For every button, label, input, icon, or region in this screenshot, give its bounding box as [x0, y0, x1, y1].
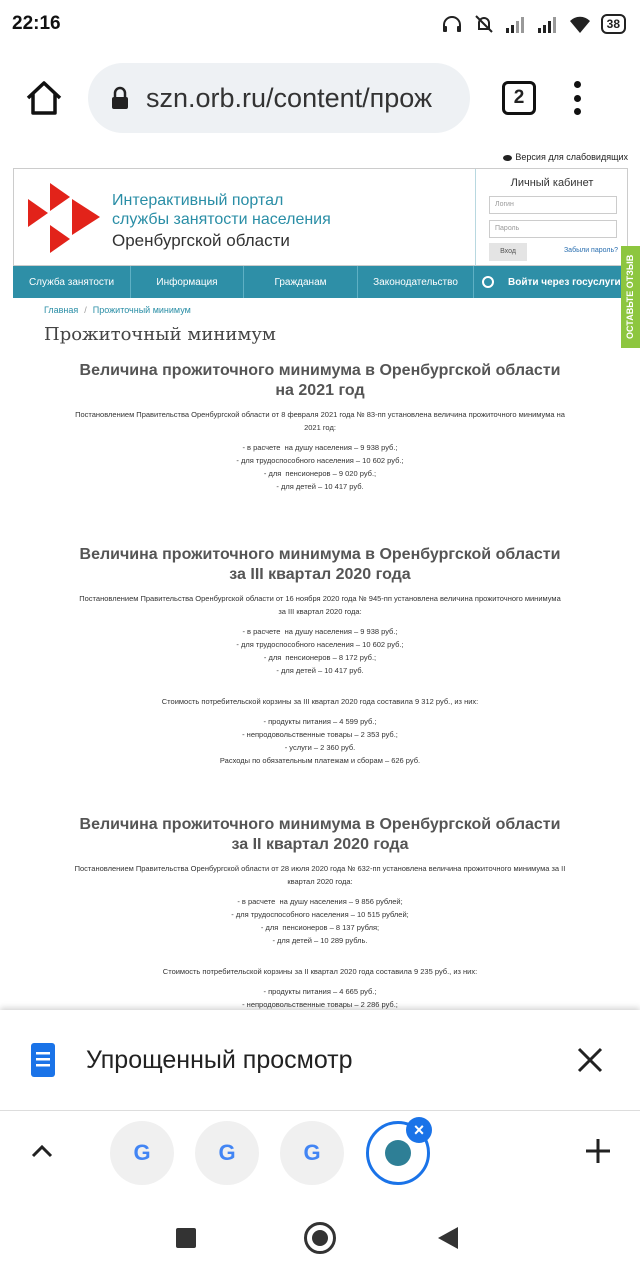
nav-gosuslugi-login[interactable]: [474, 266, 628, 298]
list-item: - для трудоспособного населения – 10 515 рублей;: [231, 910, 409, 919]
status-time: 22:16: [12, 13, 61, 34]
list-item: - в расчете на душу населения – 9 856 рублей;: [237, 897, 403, 906]
signal-icon-2: [537, 15, 559, 33]
cabinet-title: Личный кабинет: [510, 177, 594, 189]
wifi-icon: [569, 15, 591, 33]
breadcrumb-separator: /: [84, 305, 87, 315]
portal-title-line2: службы занятости населения: [112, 211, 331, 228]
section-title: [10, 361, 630, 401]
list-item: - услуги – 2 360 руб.: [284, 743, 356, 752]
minimum-values-list: [10, 625, 630, 677]
section-title-line1: Величина прожиточного минимума в Оренбургской области: [79, 362, 561, 379]
gosuslugi-icon: [482, 276, 494, 288]
section-title: [10, 815, 630, 855]
portal-region: Оренбургской области: [112, 231, 290, 250]
portal-logo[interactable]: [22, 177, 104, 259]
section-description: [10, 862, 630, 888]
list-item: - для детей – 10 289 рубль.: [272, 936, 368, 945]
document-icon: [30, 1042, 56, 1078]
url-text: szn.orb.ru/content/прож: [146, 82, 433, 113]
list-item: - в расчете на душу населения – 9 938 руб.;: [242, 627, 398, 636]
desc-line1: Постановлением Правительства Оренбургской области от 8 февраля 2021 года № 83-пп установлена величина прожиточного минимума на: [75, 410, 565, 419]
tab-google-3[interactable]: [280, 1121, 344, 1185]
portal-title[interactable]: [112, 191, 331, 229]
home-icon[interactable]: [22, 76, 66, 120]
tab-google-2[interactable]: [195, 1121, 259, 1185]
nav-legislation[interactable]: Законодательство: [358, 266, 474, 298]
portal-title-line1: Интерактивный портал: [112, 192, 284, 209]
google-icon: G: [218, 1140, 236, 1165]
section-q2-2020: [10, 815, 630, 1024]
password-field[interactable]: Пароль: [489, 220, 617, 238]
site-header: [13, 168, 628, 266]
basket-intro: Стоимость потребительской корзины за III квартал 2020 года составила 9 312 руб., из них:: [161, 697, 479, 706]
list-item: - для детей – 10 417 руб.: [276, 482, 364, 491]
page-title: Прожиточный минимум: [44, 324, 276, 345]
new-tab-icon[interactable]: [584, 1137, 612, 1165]
browser-toolbar: [0, 48, 640, 148]
status-icons: [441, 14, 626, 34]
back-icon[interactable]: [438, 1227, 458, 1249]
minimum-values-list: [10, 441, 630, 493]
feedback-tab[interactable]: ОСТАВЬТЕ ОТЗЫВ: [621, 246, 640, 348]
list-item: - продукты питания – 4 665 руб.;: [263, 987, 377, 996]
web-content: [0, 148, 640, 1010]
section-title-line2: за II квартал 2020 года: [231, 836, 409, 853]
desc-line2: 2021 год:: [304, 423, 336, 432]
list-item: - продукты питания – 4 599 руб.;: [263, 717, 377, 726]
desc-line2: за III квартал 2020 года:: [278, 607, 362, 616]
system-navigation-bar: [0, 1194, 640, 1280]
section-title-line1: Величина прожиточного минимума в Оренбургской области: [79, 546, 561, 563]
login-button[interactable]: Вход: [489, 243, 527, 261]
list-item: - для пенсионеров – 8 172 руб.;: [263, 653, 377, 662]
home-nav-icon[interactable]: [304, 1222, 336, 1254]
nav-employment-service[interactable]: Служба занятости: [13, 266, 131, 298]
battery-indicator: 38: [601, 14, 626, 34]
section-description: [10, 408, 630, 434]
list-item: - для пенсионеров – 8 137 рубля;: [260, 923, 380, 932]
section-title-line2: на 2021 год: [275, 382, 365, 399]
list-item: - непродовольственные товары – 2 353 руб.;: [242, 730, 398, 739]
nav-information[interactable]: Информация: [131, 266, 244, 298]
basket-intro: Стоимость потребительской корзины за II квартал 2020 года составила 9 235 руб., из них:: [162, 967, 478, 976]
more-menu-icon[interactable]: [572, 81, 582, 115]
tab-google-1[interactable]: [110, 1121, 174, 1185]
close-icon[interactable]: [576, 1046, 604, 1074]
list-item: - для трудоспособного населения – 10 602 руб.;: [236, 456, 404, 465]
section-title-line1: Величина прожиточного минимума в Оренбургской области: [79, 816, 561, 833]
list-item: - непродовольственные товары – 2 286 руб.;: [242, 1000, 398, 1009]
close-tab-icon[interactable]: ×: [406, 1117, 432, 1143]
simplified-view-bar[interactable]: [0, 1010, 640, 1110]
list-item: - для пенсионеров – 9 020 руб.;: [263, 469, 377, 478]
vision-link-label: Версия для слабовидящих: [515, 152, 628, 162]
breadcrumb: [44, 305, 191, 315]
desc-line2: квартал 2020 года:: [287, 877, 353, 886]
site-favicon-icon: [385, 1140, 411, 1166]
desc-line1: Постановлением Правительства Оренбургской области от 28 июля 2020 года № 632-пп установлена величина прожиточного минимума за II: [74, 864, 566, 873]
signal-icon: [505, 15, 527, 33]
forgot-password-link[interactable]: Забыли пароль?: [563, 247, 618, 254]
breadcrumb-current: Прожиточный минимум: [92, 305, 191, 315]
section-q3-2020: [10, 545, 630, 767]
site-nav: [13, 266, 628, 298]
headphones-icon: [441, 15, 463, 33]
section-description: [10, 592, 630, 618]
recents-icon[interactable]: [176, 1228, 196, 1248]
personal-cabinet-panel: [475, 169, 628, 266]
tab-switcher-button[interactable]: 2: [502, 81, 536, 115]
status-bar: [0, 0, 640, 48]
lock-icon: [110, 86, 130, 110]
list-item: - в расчете на душу населения – 9 938 руб.;: [242, 443, 398, 452]
list-item: Расходы по обязательным платежам и сборам – 626 руб.: [219, 756, 421, 765]
breadcrumb-home[interactable]: Главная: [44, 305, 79, 315]
section-title-line2: за III квартал 2020 года: [229, 566, 411, 583]
simplified-view-label: Упрощенный просмотр: [86, 1045, 353, 1074]
nav-citizens[interactable]: Гражданам: [244, 266, 358, 298]
tab-strip: [0, 1110, 640, 1194]
basket-list: [10, 715, 630, 767]
vision-version-link[interactable]: [503, 152, 628, 162]
login-field[interactable]: Логин: [489, 196, 617, 214]
eye-icon: [503, 155, 512, 161]
chevron-up-icon[interactable]: [30, 1139, 54, 1163]
minimum-values-list: [10, 895, 630, 947]
list-item: - для трудоспособного населения – 10 602 руб.;: [236, 640, 404, 649]
list-item: - для детей – 10 417 руб.: [276, 666, 364, 675]
google-icon: G: [303, 1140, 321, 1165]
section-2021: [10, 361, 630, 493]
url-bar[interactable]: [88, 63, 470, 133]
google-icon: G: [133, 1140, 151, 1165]
muted-bell-icon: [473, 15, 495, 33]
desc-line1: Постановлением Правительства Оренбургской области от 16 ноября 2020 года № 945-пп установлена величина прожиточного минимума: [79, 594, 561, 603]
gosuslugi-label: Войти через госуслуги: [508, 276, 621, 288]
section-title: [10, 545, 630, 585]
